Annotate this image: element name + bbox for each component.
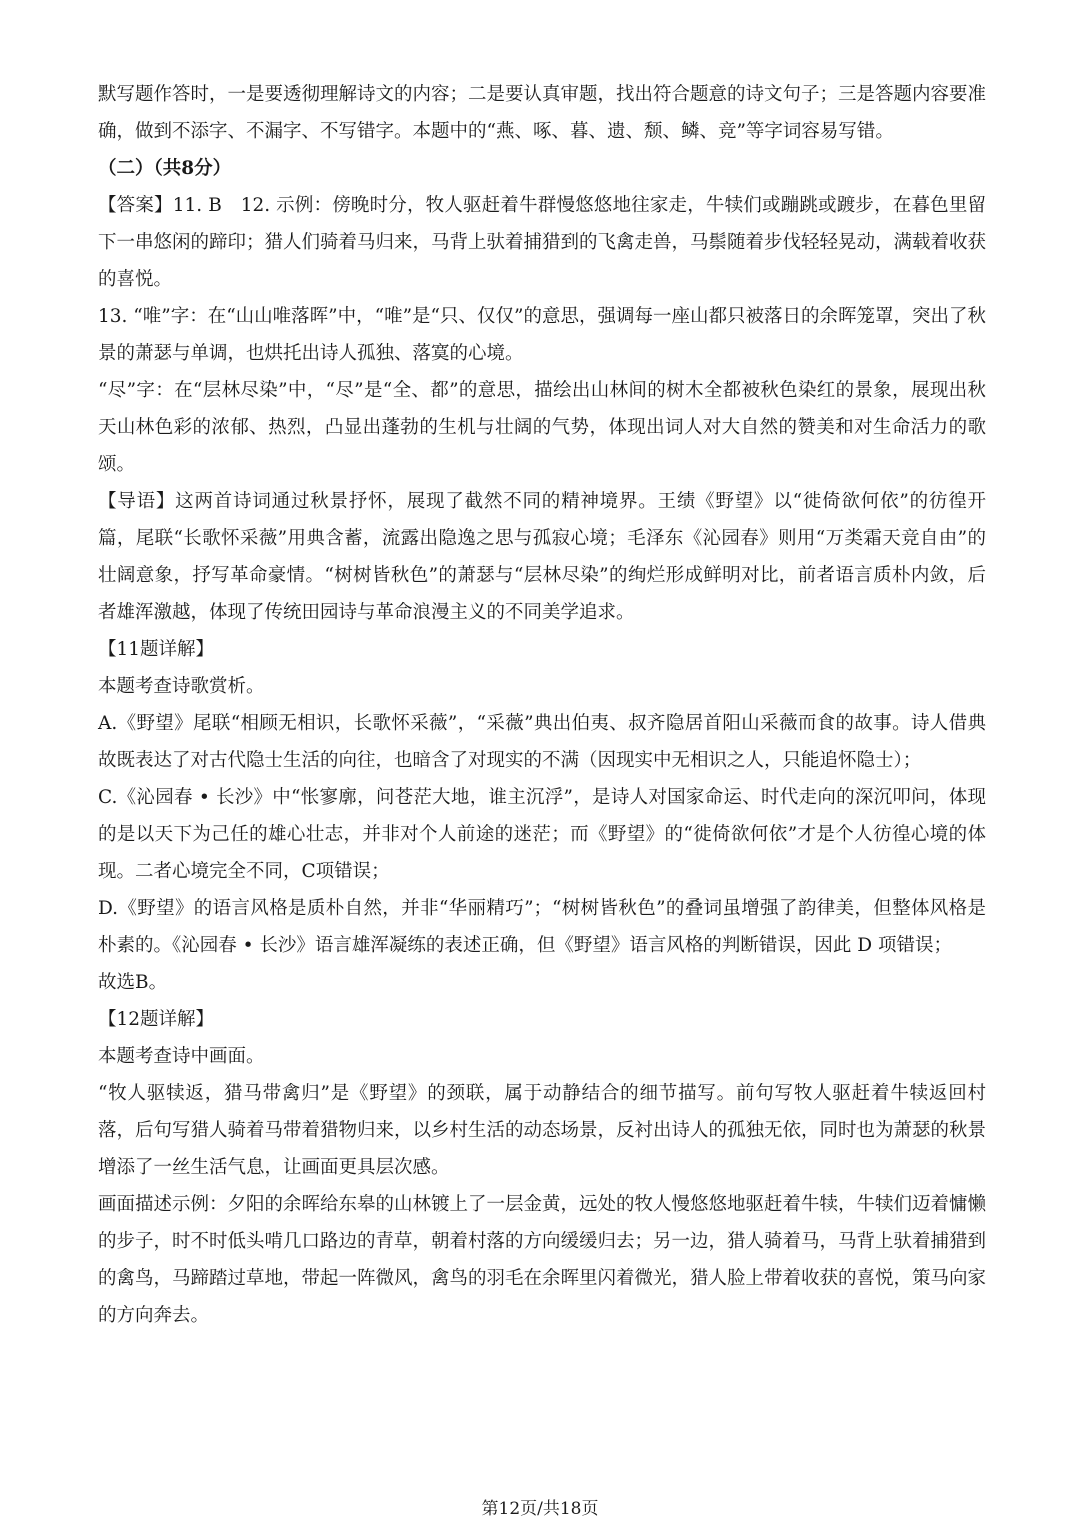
paragraph-q11-conclusion: 故选B。	[98, 972, 168, 993]
section-heading-part-two: （二）（共8分）	[98, 158, 232, 179]
page-number-footer: 第12页/共18页	[481, 1499, 599, 1519]
heading-q12-explanation: 【12题详解】	[98, 1009, 215, 1030]
paragraph-dictation-note: 默写题作答时，一是要透彻理解诗文的内容；二是要认真审题，找出符合题意的诗文句子；三是答题内容要准确，做到不添字、不漏字、不写错字。本题中的“燕、啄、暮、遗、颓、鳞、竞”等字词容易写错。	[98, 84, 987, 142]
paragraph-q13-jin: “尽”字：在“层林尽染”中，“尽”是“全、都”的意思，描绘出山林间的树木全都被秋色染红的景象，展现出秋天山林色彩的浓郁、热烈，凸显出蓬勃的生机与壮阔的气势，体现出词人对大自然的赞美和对生命活力的歌颂。	[98, 380, 986, 475]
paragraph-q13-wei: 13. “唯”字：在“山山唯落晖”中，“唯”是“只、仅仅”的意思，强调每一座山都只被落日的余晖笼罩，突出了秋景的萧瑟与单调，也烘托出诗人孤独、落寞的心境。	[98, 306, 986, 364]
document-page	[98, 76, 986, 1334]
paragraph-q11-topic: 本题考查诗歌赏析。	[98, 676, 265, 697]
paragraph-q12-topic: 本题考查诗中画面。	[98, 1046, 265, 1067]
paragraph-answer: 【答案】11. B 12. 示例：傍晚时分，牧人驱赶着牛群慢悠悠地往家走，牛犊们或蹦跳或踱步，在暮色里留下一串悠闲的蹄印；猎人们骑着马归来，马背上驮着捕猎到的飞禽走兽，马鬃随着步伐轻轻晃动，满载着收获的喜悦。	[98, 195, 987, 290]
paragraph-introduction: 【导语】这两首诗词通过秋景抒怀，展现了截然不同的精神境界。王绩《野望》以“徙倚欲何依”的彷徨开篇，尾联“长歌怀采薇”用典含蓄，流露出隐逸之思与孤寂心境；毛泽东《沁园春》则用“万类霜天竞自由”的壮阔意象，抒写革命豪情。“树树皆秋色”的萧瑟与“层林尽染”的绚烂形成鲜明对比，前者语言质朴内敛，后者雄浑激越，体现了传统田园诗与革命浪漫主义的不同美学追求。	[98, 491, 986, 623]
paragraph-q12-description: 画面描述示例：夕阳的余晖给东皋的山林镀上了一层金黄，远处的牧人慢悠悠地驱赶着牛犊，牛犊们迈着慵懒的步子，时不时低头啃几口路边的青草，朝着村落的方向缓缓归去；另一边，猎人骑着马，马背上驮着捕猎到的禽鸟，马蹄踏过草地，带起一阵微风，禽鸟的羽毛在余晖里闪着微光，猎人脸上带着收获的喜悦，策马向家的方向奔去。	[98, 1194, 987, 1326]
paragraph-q11-option-a: A.《野望》尾联“相顾无相识，长歌怀采薇”，“采薇”典出伯夷、叔齐隐居首阳山采薇而食的故事。诗人借典故既表达了对古代隐士生活的向往，也暗含了对现实的不满（因现实中无相识之人，只能追怀隐士）；	[98, 713, 986, 771]
paragraph-q11-option-c: C.《沁园春 • 长沙》中“怅寥廓，问苍茫大地，谁主沉浮”，是诗人对国家命运、时代走向的深沉叩问，体现的是以天下为己任的雄心壮志，并非对个人前途的迷茫；而《野望》的“徙倚欲何依”才是个人彷徨心境的体现。二者心境完全不同，C项错误；	[98, 787, 986, 882]
paragraph-q12-analysis: “牧人驱犊返，猎马带禽归”是《野望》的颈联，属于动静结合的细节描写。前句写牧人驱赶着牛犊返回村落，后句写猎人骑着马带着猎物归来，以乡村生活的动态场景，反衬出诗人的孤独无依，同时也为萧瑟的秋景增添了一丝生活气息，让画面更具层次感。	[98, 1083, 987, 1178]
heading-q11-explanation: 【11题详解】	[98, 639, 215, 660]
paragraph-q11-option-d: D.《野望》的语言风格是质朴自然，并非“华丽精巧”；“树树皆秋色”的叠词虽增强了韵律美，但整体风格是朴素的。《沁园春 • 长沙》语言雄浑凝练的表述正确，但《野望》语言风格的判断错误，因此 D 项错误；	[98, 898, 986, 956]
